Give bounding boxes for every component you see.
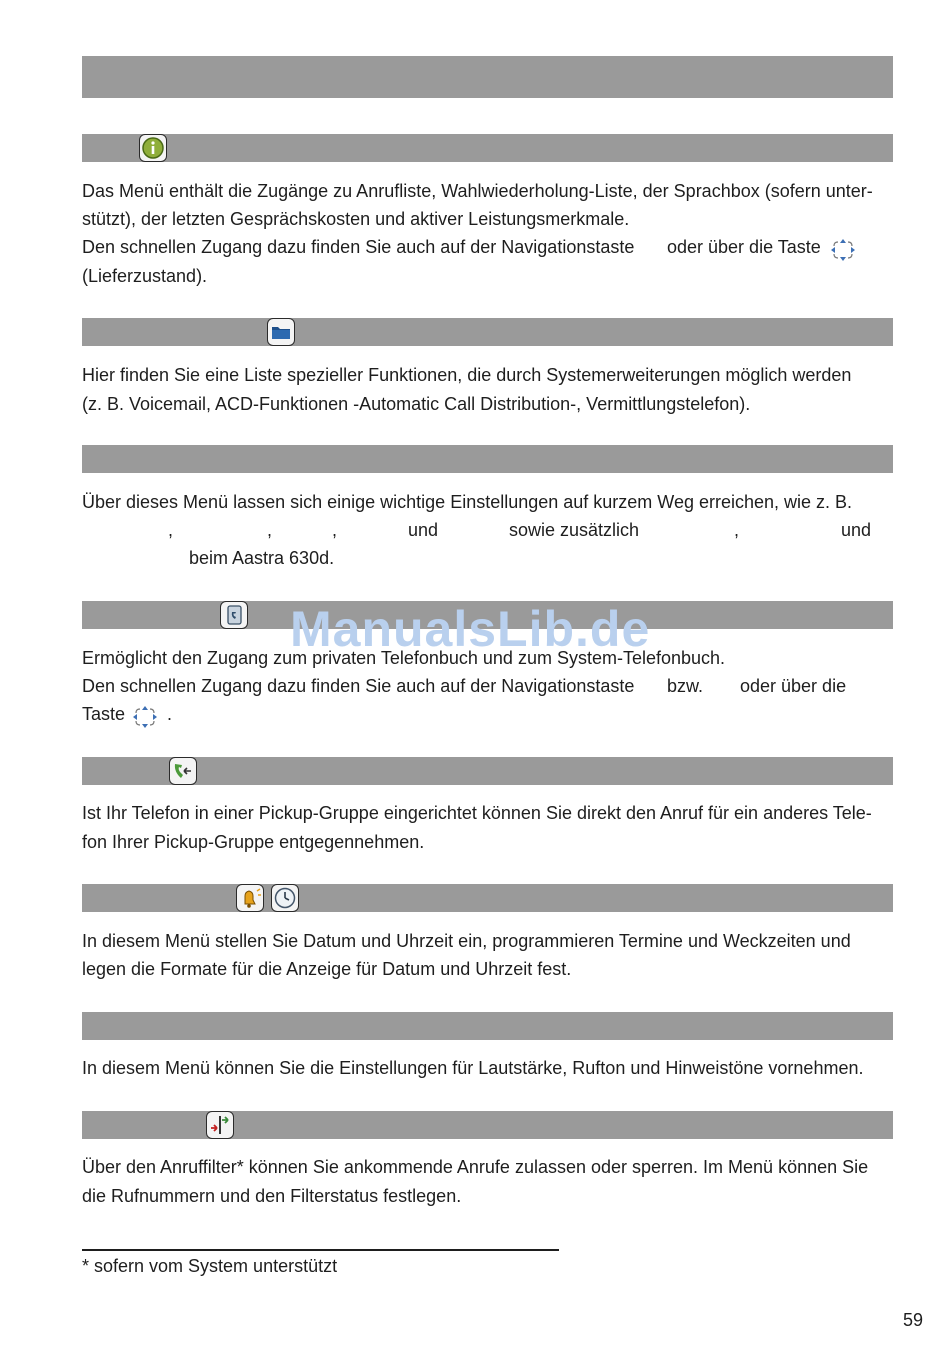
info-text-line-3 — [82, 233, 897, 262]
special-text-line-1: Hier finden Sie eine Liste spezieller Funktionen, die durch Systemerweiterungen möglich werden — [82, 365, 852, 385]
phonebook-icon — [220, 601, 248, 629]
phonebook-text-nav: Den schnellen Zugang dazu finden Sie auch auf der Navigationstaste — [82, 676, 635, 696]
and-word: und — [408, 520, 439, 540]
info-menu-icon — [139, 134, 167, 162]
phonebook-text-key: oder über die — [740, 676, 847, 696]
page-number: 59 — [903, 1310, 924, 1330]
phonebook-text-bzw: bzw. — [667, 676, 704, 696]
comma: , — [267, 520, 273, 540]
navigation-key-icon — [830, 235, 856, 264]
alarm-bell-icon — [236, 884, 264, 912]
footnote-rule — [82, 1249, 559, 1251]
section-bar-audio — [82, 1012, 893, 1040]
pickup-text-line-2: fon Ihrer Pickup-Gruppe entgegennehmen. — [82, 832, 425, 852]
special-text-line-2: (z. B. Voicemail, ACD-Funktionen -Automatic Call Distribution-, Vermittlungstelefon). — [82, 394, 751, 414]
phonebook-text-taste: Taste — [82, 704, 126, 724]
section-bar-filter — [82, 1111, 893, 1139]
section-bar-info — [82, 134, 893, 162]
section-bar-datetime — [82, 884, 893, 912]
section-bar-quick — [82, 445, 893, 473]
call-filter-icon — [206, 1111, 234, 1139]
phonebook-text-line-2 — [82, 672, 897, 701]
section-bar-pickup — [82, 757, 893, 785]
info-text-line-1: Das Menü enthält die Zugänge zu Anrufliste, Wahlwiederholung-Liste, der Sprachbox (sofern unter- — [82, 181, 873, 201]
audio-text-line-1: In diesem Menü können Sie die Einstellungen für Lautstärke, Rufton und Hinweistöne vornehmen. — [82, 1058, 864, 1078]
watermark: ManualsLib.de — [290, 601, 651, 657]
datetime-text-line-1: In diesem Menü stellen Sie Datum und Uhrzeit ein, programmieren Termine und Weckzeiten und — [82, 931, 851, 951]
chapter-heading-bar — [82, 56, 893, 98]
quick-text-line-1: Über dieses Menü lassen sich einige wichtige Einstellungen auf kurzem Weg erreichen, wie z. B. — [82, 492, 853, 512]
quick-text-line-3: beim Aastra 630d. — [189, 548, 335, 568]
filter-text-line-1: Über den Anruffilter* können Sie ankommende Anrufe zulassen oder sperren. Im Menü können Sie — [82, 1157, 869, 1177]
comma: , — [332, 520, 338, 540]
comma: , — [168, 520, 174, 540]
pickup-icon — [169, 757, 197, 785]
folder-icon — [267, 318, 295, 346]
info-text-line-4: (Lieferzustand). — [82, 266, 208, 286]
period: . — [167, 704, 173, 724]
info-text-nav: Den schnellen Zugang dazu finden Sie auch auf der Navigationstaste — [82, 237, 635, 257]
phonebook-text-line-1: Ermöglicht den Zugang zum privaten Telefonbuch und zum System-Telefonbuch. — [82, 648, 726, 668]
info-text-line-2: stützt), der letzten Gesprächskosten und aktiver Leistungsmerkmale. — [82, 209, 630, 229]
and-word: und — [841, 520, 872, 540]
phonebook-text-line-3 — [82, 700, 897, 729]
datetime-text-line-2: legen die Formate für die Anzeige für Datum und Uhrzeit fest. — [82, 959, 572, 979]
info-text-key: oder über die Taste — [667, 237, 821, 257]
pickup-text-line-1: Ist Ihr Telefon in einer Pickup-Gruppe eingerichtet können Sie direkt den Anruf für ein anderes Tele- — [82, 803, 872, 823]
navigation-key-icon — [132, 702, 158, 731]
sowie-text: sowie zusätzlich — [509, 520, 640, 540]
footnote: * sofern vom System unterstützt — [82, 1256, 338, 1276]
comma: , — [734, 520, 740, 540]
filter-text-line-2: die Rufnummern und den Filterstatus festlegen. — [82, 1186, 462, 1206]
section-bar-special — [82, 318, 893, 346]
clock-icon — [271, 884, 299, 912]
